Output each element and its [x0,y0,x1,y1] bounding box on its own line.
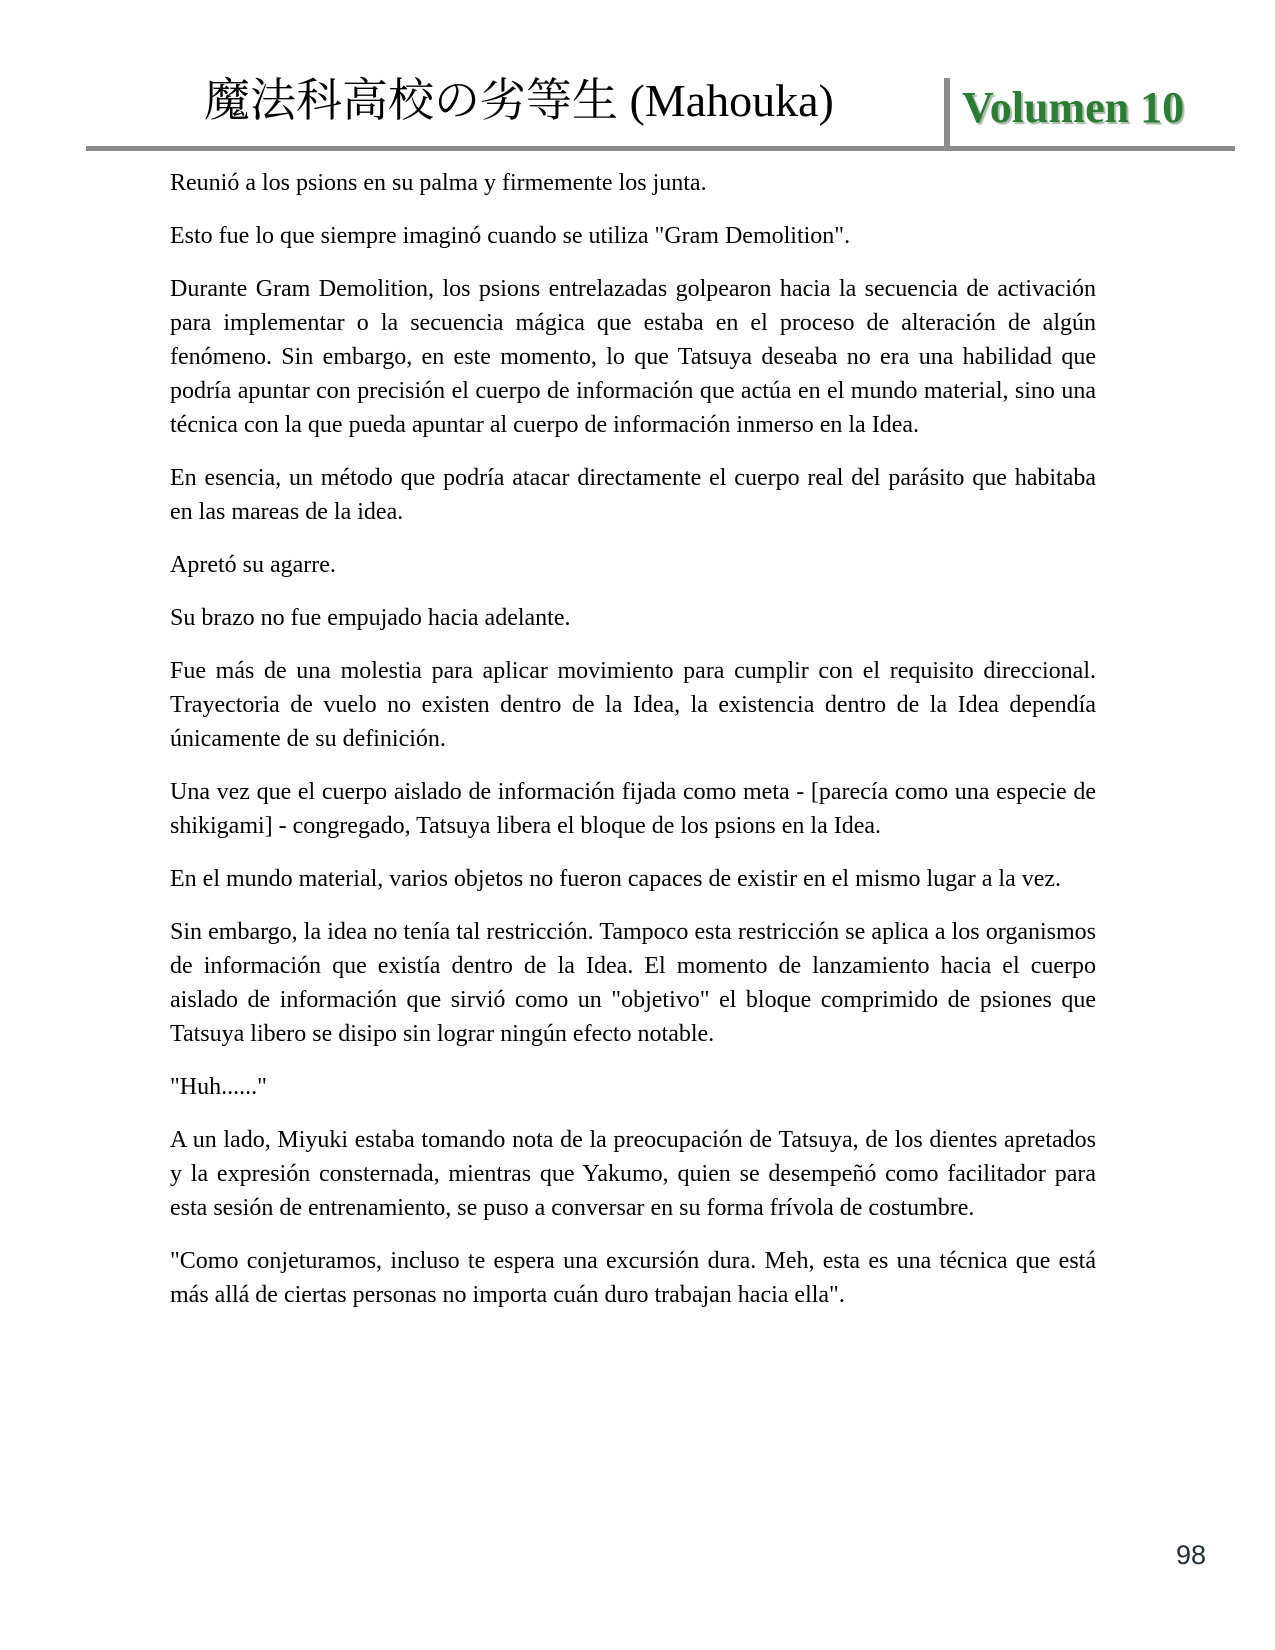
paragraph: Apretó su agarre. [170,552,336,578]
paragraph: En el mundo material, varios objetos no fueron capaces de existir en el mismo lugar a la vez. [170,866,1062,892]
volume-label: Volumen 10 [962,83,1185,132]
paragraph: Esto fue lo que siempre imaginó cuando se utiliza "Gram Demolition". [170,223,851,249]
header-vertical-divider [944,78,950,151]
paragraph: Sin embargo, la idea no tenía tal restricción. Tampoco esta restricción se aplica a los organismos de información que existía dentro de la Idea. El momento de lanzamiento hacia el cuerpo aislado de información que sirvió como un "objetivo" el bloque comprimido de psiones que Tatsuya libero se disipo sin lograr ningún efecto notable. [170,919,1096,1047]
body-text [170,166,1096,1331]
paragraph: Fue más de una molestia para aplicar movimiento para cumplir con el requisito direccional. Trayectoria de vuelo no existen dentro de la Idea, la existencia dentro de la Idea dependía únicamente de su definición. [170,658,1096,752]
paragraph: Reunió a los psions en su palma y firmemente los junta. [170,170,707,196]
paragraph: Durante Gram Demolition, los psions entrelazadas golpearon hacia la secuencia de activación para implementar o la secuencia mágica que estaba en el proceso de alteración de algún fenómeno. Sin embargo, en este momento, lo que Tatsuya deseaba no era una habilidad que podría apuntar con precisión el cuerpo de información que actúa en el mundo material, sino una técnica con la que pueda apuntar al cuerpo de información inmerso en la Idea. [170,276,1096,438]
paragraph: A un lado, Miyuki estaba tomando nota de la preocupación de Tatsuya, de los dientes apretados y la expresión consternada, mientras que Yakumo, quien se desempeñó como facilitador para esta sesión de entrenamiento, se puso a conversar en su forma frívola de costumbre. [170,1127,1096,1221]
page-number: 98 [1176,1540,1207,1570]
paragraph: Su brazo no fue empujado hacia adelante. [170,605,571,631]
paragraph: Una vez que el cuerpo aislado de información fijada como meta - [parecía como una especie de shikigami] - congregado, Tatsuya libera el bloque de los psions en la Idea. [170,779,1096,839]
paragraph: "Huh......" [170,1074,267,1100]
paragraph: En esencia, un método que podría atacar directamente el cuerpo real del parásito que habitaba en las mareas de la idea. [170,465,1096,525]
header-horizontal-rule [86,146,1235,151]
paragraph: "Como conjeturamos, incluso te espera una excursión dura. Meh, esta es una técnica que está más allá de ciertas personas no importa cuán duro trabajan hacia ella". [170,1248,1096,1308]
page-header-title: 魔法科高校の劣等生 (Mahouka) [204,75,834,126]
